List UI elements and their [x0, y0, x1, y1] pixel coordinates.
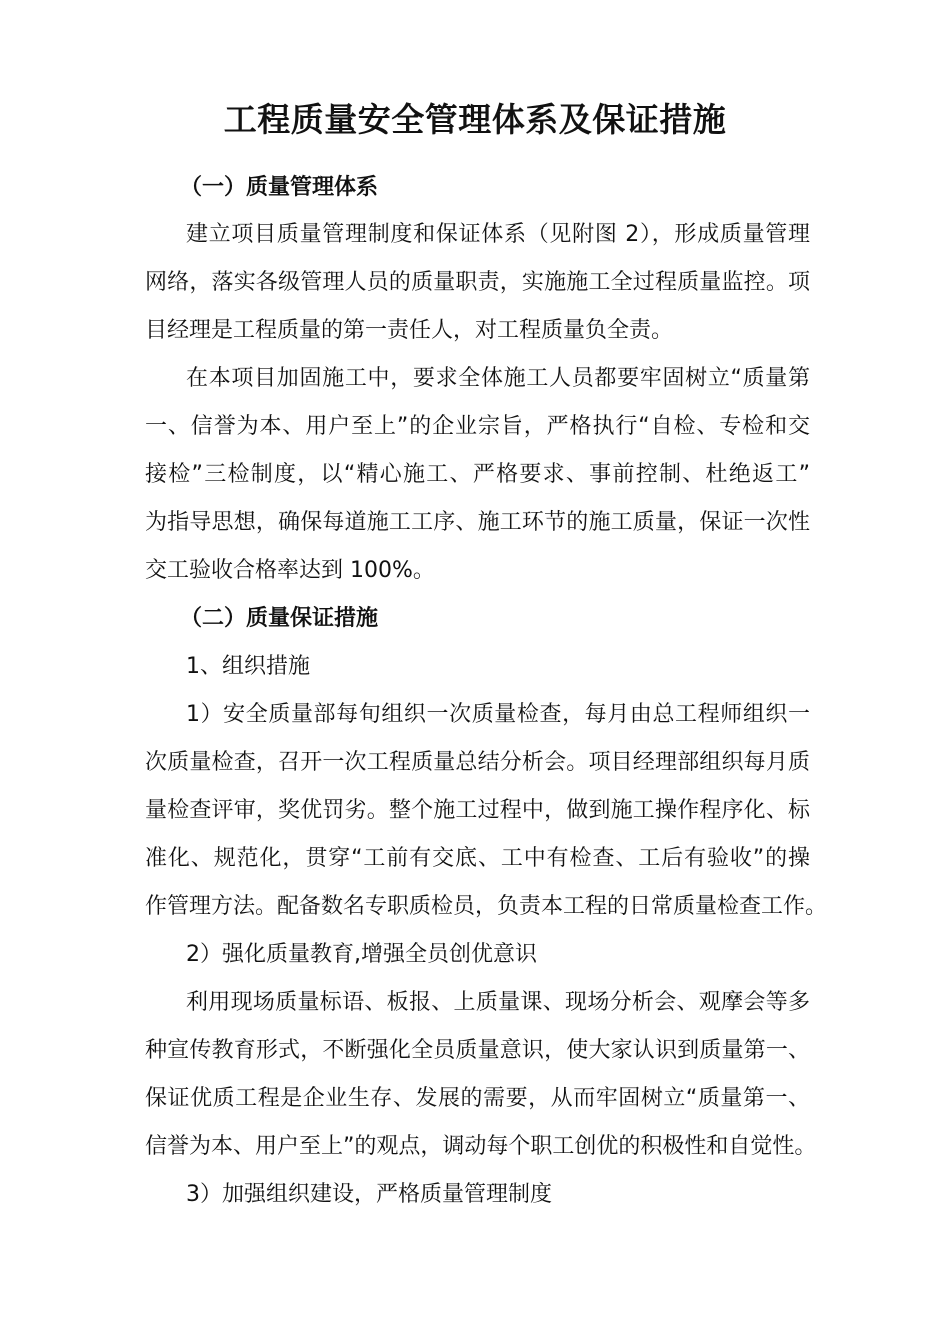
text-line: 建立项目质量管理制度和保证体系（见附图 2），形成质量管理 — [186, 222, 810, 247]
text-line: 1、组织措施 — [186, 654, 310, 679]
text-line: 作管理方法。配备数名专职质检员，负责本工程的日常质量检查工作。 — [145, 894, 828, 919]
section-heading: （一）质量管理体系 — [180, 175, 379, 200]
text-line: 2）强化质量教育,增强全员创优意识 — [186, 942, 537, 967]
text-line: 在本项目加固施工中，要求全体施工人员都要牢固树立“质量第 — [186, 366, 810, 391]
text-line: 利用现场质量标语、板报、上质量课、现场分析会、观摩会等多 — [186, 990, 810, 1015]
text-line: 一、信誉为本、用户至上”的企业宗旨，严格执行“自检、专检和交 — [145, 414, 810, 439]
text-line: 保证优质工程是企业生存、发展的需要，从而牢固树立“质量第一、 — [145, 1086, 810, 1111]
text-line: 网络，落实各级管理人员的质量职责，实施施工全过程质量监控。项 — [145, 270, 810, 295]
text-line: 量检查评审，奖优罚劣。整个施工过程中，做到施工操作程序化、标 — [145, 798, 810, 823]
text-line: 次质量检查，召开一次工程质量总结分析会。项目经理部组织每月质 — [145, 750, 810, 775]
text-line: 3）加强组织建设，严格质量管理制度 — [186, 1182, 552, 1207]
section-heading: （二）质量保证措施 — [180, 606, 379, 631]
text-line: 交工验收合格率达到 100%。 — [145, 558, 435, 583]
text-line: 种宣传教育形式，不断强化全员质量意识，使大家认识到质量第一、 — [145, 1038, 810, 1063]
text-line: 为指导思想，确保每道施工工序、施工环节的施工质量，保证一次性 — [145, 510, 810, 535]
text-line: 1）安全质量部每旬组织一次质量检查，每月由总工程师组织一 — [186, 702, 810, 727]
text-line: 目经理是工程质量的第一责任人，对工程质量负全责。 — [145, 318, 674, 343]
text-line: 准化、规范化，贯穿“工前有交底、工中有检查、工后有验收”的操 — [145, 846, 810, 871]
text-line: 接检”三检制度，以“精心施工、严格要求、事前控制、杜绝返工” — [145, 462, 810, 487]
document-title: 工程质量安全管理体系及保证措施 — [223, 100, 727, 139]
text-line: 信誉为本、用户至上”的观点，调动每个职工创优的积极性和自觉性。 — [145, 1134, 817, 1159]
